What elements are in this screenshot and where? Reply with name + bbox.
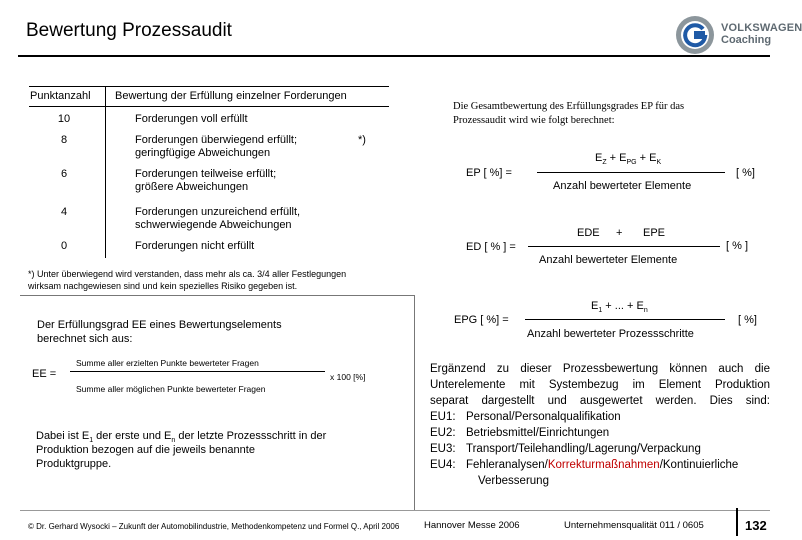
supplementary-line: Ergänzend zu dieser Prozessbewertung können auch die <box>430 363 770 375</box>
page-number: 132 <box>745 518 767 533</box>
ed-numerator-b: EPE <box>643 227 666 239</box>
ee-heading-2: berechnet sich aus: <box>37 333 133 345</box>
table-footnote: *) Unter überwiegend wird verstanden, dass mehr als ca. 3/4 aller Festlegungen <box>28 269 347 279</box>
footer-divider <box>20 510 770 511</box>
ee-numerator: Summe aller erzielten Punkte bewerteter Fragen <box>76 358 259 368</box>
list-item-text: Personal/Personalqualifikation <box>466 411 621 423</box>
ee-lhs: EE = <box>32 368 57 380</box>
epg-num-part: + ... + E <box>602 300 644 312</box>
ep-fraction-line <box>537 172 725 173</box>
list-item-text: Transport/Teilehandling/Lagerung/Verpackung <box>466 443 701 455</box>
ed-unit: [ % ] <box>726 240 749 252</box>
table-row-text: Forderungen nicht erfüllt <box>135 240 255 252</box>
table-row-text: Forderungen unzureichend erfüllt, <box>135 206 301 218</box>
header-divider <box>18 55 770 57</box>
list-item-code: EU3: <box>430 443 456 455</box>
list-item-text: Fehleranalysen/ <box>466 459 548 471</box>
list-item-text: /Kontinuierliche <box>659 459 739 471</box>
ee-note-part: Dabei ist E <box>36 430 90 442</box>
brand-name: VOLKSWAGEN <box>721 22 802 34</box>
list-item-text: Betriebsmittel/Einrichtungen <box>466 427 610 439</box>
list-item-code: EU2: <box>430 427 456 439</box>
ee-denominator: Summe aller möglichen Punkte bewerteter Fragen <box>76 384 266 394</box>
epg-lhs: EPG [ %] = <box>454 314 509 326</box>
supplementary-line: separat dargestellt und ausgewertet werden. Dies sind: <box>430 395 770 407</box>
ee-note-part: der letzte Prozessschritt in der <box>175 430 327 442</box>
page-number-divider <box>736 508 738 536</box>
ep-num-sub: Z <box>602 159 607 167</box>
brand-subtitle: Coaching <box>721 34 772 46</box>
ed-denominator: Anzahl bewerteter Elemente <box>539 254 678 266</box>
ee-note-3: Produktgruppe. <box>36 458 112 470</box>
epg-denominator: Anzahl bewerteter Prozessschritte <box>527 328 694 340</box>
table-row-text: Forderungen voll erfüllt <box>135 113 248 125</box>
ee-note-sub: 1 <box>89 437 94 445</box>
ep-num-sub: PG <box>626 159 637 167</box>
list-item <box>430 425 770 441</box>
epg-unit: [ %] <box>738 314 757 326</box>
list-item-code: EU1: <box>430 411 456 423</box>
table-row-text-2: schwerwiegende Abweichungen <box>135 219 292 231</box>
epg-num-sub: n <box>643 307 648 315</box>
ee-note-part: der erste und E <box>93 430 172 442</box>
epg-num-part: E <box>591 300 599 312</box>
ed-lhs: ED [ % ] = <box>466 241 516 253</box>
volkswagen-coaching-logo <box>674 14 716 56</box>
table-footnote-2: wirksam nachgewiesen sind und kein spezielles Risiko gegeben ist. <box>28 281 298 291</box>
vertical-divider <box>414 295 415 510</box>
list-item-highlight: Korrekturmaßnahmen <box>547 459 660 471</box>
ed-fraction-line <box>528 246 720 247</box>
ep-num-part: + E <box>636 152 657 164</box>
ee-fraction-line <box>70 371 325 372</box>
ep-intro-2: Prozessaudit wird wie folgt berechnet: <box>453 115 615 126</box>
epg-fraction-line <box>525 319 725 320</box>
footer-copyright: © Dr. Gerhard Wysocki – Zukunft der Automobilindustrie, Methodenkompetenz und Formel Q., April 2006 <box>28 522 400 531</box>
epg-numerator <box>591 300 648 317</box>
footer-event: Hannover Messe 2006 <box>424 520 520 531</box>
list-item <box>430 441 770 457</box>
table-row-points: 0 <box>60 240 68 252</box>
footer-doc-ref: Unternehmensqualität 011 / 0605 <box>564 520 704 531</box>
epg-num-sub: 1 <box>598 307 603 315</box>
supplementary-text <box>430 361 770 489</box>
ep-num-sub: K <box>656 159 662 167</box>
list-item-code: EU4: <box>430 459 456 471</box>
table-row-points: 4 <box>60 206 68 218</box>
ee-note-sub: n <box>171 437 176 445</box>
ed-numerator-plus: + <box>616 227 623 239</box>
table-row-points: 10 <box>57 113 71 125</box>
table-row-text-2: größere Abweichungen <box>135 181 249 193</box>
ep-lhs: EP [ %] = <box>466 167 512 179</box>
ep-intro: Die Gesamtbewertung des Erfüllungsgrades EP für das <box>453 101 685 112</box>
page-title: Bewertung Prozessaudit <box>26 20 232 41</box>
table-column-divider <box>105 86 106 258</box>
table-header-rating: Bewertung der Erfüllung einzelner Forderungen <box>115 90 347 102</box>
table-row-text: Forderungen überwiegend erfüllt; <box>135 134 298 146</box>
supplementary-line: Unterelemente mit Systembezug im Element Produktion <box>430 379 770 391</box>
table-row-text-2: geringfügige Abweichungen <box>135 147 271 159</box>
footnote-marker: *) <box>358 134 366 146</box>
table-top-rule <box>29 86 389 87</box>
table-row-points: 8 <box>60 134 68 146</box>
table-row-text: Forderungen teilweise erfüllt; <box>135 168 277 180</box>
list-item <box>430 409 770 425</box>
ep-numerator <box>595 152 661 169</box>
table-header-points: Punktanzahl <box>30 90 91 102</box>
ep-unit: [ %] <box>736 167 755 179</box>
left-section-divider <box>20 295 415 296</box>
ep-denominator: Anzahl bewerteter Elemente <box>553 180 692 192</box>
ee-heading: Der Erfüllungsgrad EE eines Bewertungselements <box>37 319 282 331</box>
table-header-rule <box>29 106 389 107</box>
list-item <box>430 457 770 473</box>
ee-factor: x 100 [%] <box>330 372 366 382</box>
ed-numerator-a: EDE <box>577 227 600 239</box>
ep-num-part: E <box>595 152 603 164</box>
ee-note-2: Produktion bezogen auf die jeweils benannte <box>36 444 255 456</box>
table-row-points: 6 <box>60 168 68 180</box>
ep-num-part: + E <box>606 152 627 164</box>
list-item-continuation: Verbesserung <box>478 475 549 487</box>
